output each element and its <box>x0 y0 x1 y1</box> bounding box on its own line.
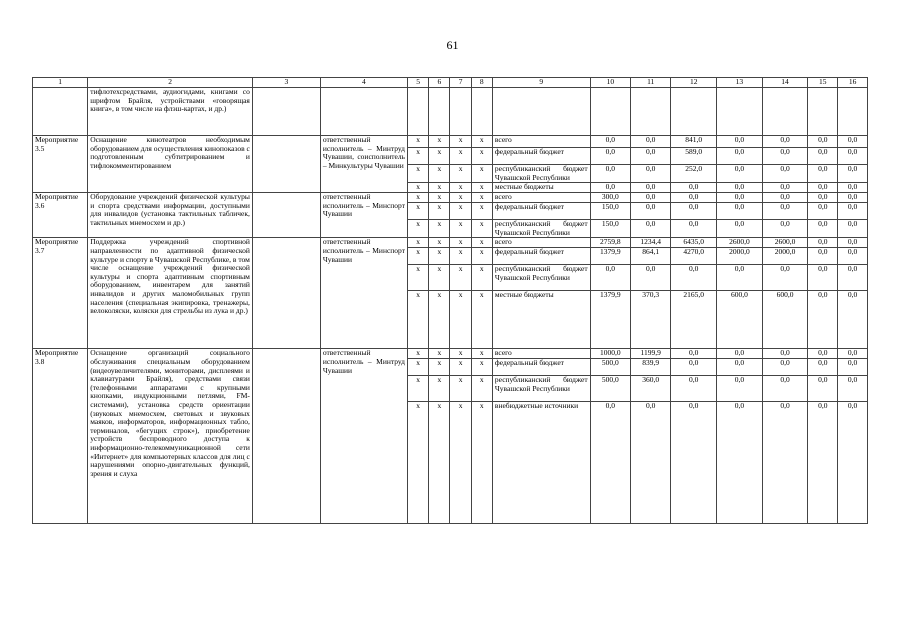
amount-cell: 0,0 <box>590 148 630 165</box>
amount-cell: 0,0 <box>717 349 763 359</box>
funding-source-cell: республиканский бюджет Чувашской Республики <box>492 265 590 291</box>
empty-cell <box>471 88 492 136</box>
code-cell: x <box>471 359 492 376</box>
amount-cell: 2600,0 <box>762 238 808 248</box>
amount-cell: 0,0 <box>671 376 717 402</box>
amount-cell: 0,0 <box>808 193 838 203</box>
amount-cell: 0,0 <box>631 193 671 203</box>
amount-cell: 0,0 <box>808 248 838 265</box>
amount-cell: 0,0 <box>808 402 838 524</box>
code-cell: x <box>429 136 450 148</box>
amount-cell: 0,0 <box>717 193 763 203</box>
code-cell: x <box>471 349 492 359</box>
amount-cell: 0,0 <box>838 402 868 524</box>
code-cell: x <box>450 402 471 524</box>
amount-cell: 0,0 <box>838 238 868 248</box>
amount-cell: 0,0 <box>671 349 717 359</box>
header-cell: 15 <box>808 78 838 88</box>
header-cell: 7 <box>450 78 471 88</box>
amount-cell: 1234,4 <box>631 238 671 248</box>
table-row <box>33 238 868 248</box>
amount-cell: 1379,9 <box>590 248 630 265</box>
code-cell: x <box>429 193 450 203</box>
header-cell: 11 <box>631 78 671 88</box>
empty-cell <box>320 88 407 136</box>
code-cell: x <box>407 238 428 248</box>
code-cell: x <box>407 193 428 203</box>
code-cell: x <box>429 291 450 349</box>
code-cell: x <box>407 220 428 238</box>
amount-cell: 0,0 <box>808 376 838 402</box>
header-cell: 4 <box>320 78 407 88</box>
amount-cell: 300,0 <box>590 193 630 203</box>
amount-cell: 0,0 <box>717 376 763 402</box>
code-cell: x <box>450 183 471 193</box>
empty-cell <box>450 88 471 136</box>
code-cell: x <box>429 402 450 524</box>
header-cell: 13 <box>717 78 763 88</box>
amount-cell: 0,0 <box>717 265 763 291</box>
amount-cell: 0,0 <box>590 165 630 183</box>
empty-cell <box>838 88 868 136</box>
amount-cell: 0,0 <box>631 402 671 524</box>
executor-cell: ответственный исполнитель – Минспорт Чувашии <box>320 193 407 238</box>
code-cell: x <box>407 183 428 193</box>
amount-cell: 0,0 <box>808 265 838 291</box>
amount-cell: 2000,0 <box>762 248 808 265</box>
code-cell: x <box>407 376 428 402</box>
amount-cell: 150,0 <box>590 220 630 238</box>
table-row <box>33 193 868 203</box>
funding-source-cell: местные бюджеты <box>492 291 590 349</box>
amount-cell: 0,0 <box>717 220 763 238</box>
page-number: 61 <box>446 38 459 52</box>
code-cell: x <box>450 165 471 183</box>
code-cell: x <box>471 248 492 265</box>
empty-cell <box>252 88 320 136</box>
amount-cell: 0,0 <box>590 136 630 148</box>
amount-cell: 0,0 <box>671 183 717 193</box>
code-cell: x <box>450 136 471 148</box>
amount-cell: 370,3 <box>631 291 671 349</box>
amount-cell: 0,0 <box>631 203 671 220</box>
amount-cell: 2000,0 <box>717 248 763 265</box>
amount-cell: 0,0 <box>762 183 808 193</box>
code-cell: x <box>450 148 471 165</box>
amount-cell: 4270,0 <box>671 248 717 265</box>
amount-cell: 0,0 <box>717 359 763 376</box>
measure-name-cell: Оборудование учреждений физической культуры и спорта средствами информации, доступными для инвалидов (установка тактильных табличек, тактильных мнемосхем и др.) <box>88 193 253 238</box>
funding-source-cell: федеральный бюджет <box>492 359 590 376</box>
table-row <box>33 349 868 359</box>
amount-cell: 0,0 <box>808 220 838 238</box>
amount-cell: 0,0 <box>838 220 868 238</box>
code-cell: x <box>429 165 450 183</box>
header-cell: 14 <box>762 78 808 88</box>
empty-cell <box>590 88 630 136</box>
code-cell: x <box>450 203 471 220</box>
amount-cell: 1199,9 <box>631 349 671 359</box>
amount-cell: 0,0 <box>838 165 868 183</box>
amount-cell: 0,0 <box>717 183 763 193</box>
code-cell: x <box>407 148 428 165</box>
amount-cell: 0,0 <box>838 265 868 291</box>
empty-cell <box>492 88 590 136</box>
amount-cell: 0,0 <box>762 265 808 291</box>
amount-cell: 0,0 <box>717 203 763 220</box>
code-cell: x <box>471 203 492 220</box>
amount-cell: 2600,0 <box>717 238 763 248</box>
amount-cell: 839,9 <box>631 359 671 376</box>
amount-cell: 360,0 <box>631 376 671 402</box>
code-cell: x <box>450 193 471 203</box>
code-cell: x <box>450 238 471 248</box>
amount-cell: 0,0 <box>631 148 671 165</box>
code-cell: x <box>450 359 471 376</box>
code-cell: x <box>429 238 450 248</box>
funding-source-cell: федеральный бюджет <box>492 148 590 165</box>
amount-cell: 0,0 <box>590 183 630 193</box>
code-cell: x <box>471 376 492 402</box>
funding-source-cell: федеральный бюджет <box>492 248 590 265</box>
header-cell: 3 <box>252 78 320 88</box>
funding-source-cell: федеральный бюджет <box>492 203 590 220</box>
amount-cell: 0,0 <box>808 349 838 359</box>
amount-cell: 0,0 <box>762 136 808 148</box>
code-cell: x <box>471 193 492 203</box>
amount-cell: 0,0 <box>671 265 717 291</box>
amount-cell: 0,0 <box>808 136 838 148</box>
header-cell: 1 <box>33 78 88 88</box>
amount-cell: 500,0 <box>590 359 630 376</box>
amount-cell: 0,0 <box>808 183 838 193</box>
funding-source-cell: всего <box>492 349 590 359</box>
code-cell: x <box>471 238 492 248</box>
measure-id-cell <box>33 88 88 136</box>
header-cell: 12 <box>671 78 717 88</box>
header-cell: 16 <box>838 78 868 88</box>
empty-cell <box>252 238 320 349</box>
amount-cell: 0,0 <box>631 220 671 238</box>
amount-cell: 864,1 <box>631 248 671 265</box>
code-cell: x <box>471 402 492 524</box>
amount-cell: 0,0 <box>717 165 763 183</box>
code-cell: x <box>407 265 428 291</box>
empty-cell <box>717 88 763 136</box>
code-cell: x <box>407 402 428 524</box>
amount-cell: 0,0 <box>762 349 808 359</box>
measure-name-cell: Поддержка учреждений спортивной направленности по адаптивной физической культуре и спорту в Чувашской Республике, в том числе оснащение учреждений физической культуры и спорта адаптивным спортивным оборудованием, инвентарем для занятий инвалидов и других маломобильных групп населения (специальная экипировка, тренажеры, велоколяски, коляски для стрельбы из лука и др.) <box>88 238 253 349</box>
measure-id-cell: Мероприятие 3.8 <box>33 349 88 524</box>
amount-cell: 0,0 <box>671 203 717 220</box>
empty-cell <box>407 88 428 136</box>
amount-cell: 0,0 <box>631 165 671 183</box>
amount-cell: 0,0 <box>808 359 838 376</box>
funding-source-cell: местные бюджеты <box>492 183 590 193</box>
table-row <box>33 136 868 148</box>
amount-cell: 841,0 <box>671 136 717 148</box>
code-cell: x <box>429 376 450 402</box>
amount-cell: 0,0 <box>838 136 868 148</box>
code-cell: x <box>407 291 428 349</box>
funding-source-cell: всего <box>492 193 590 203</box>
amount-cell: 0,0 <box>838 183 868 193</box>
amount-cell: 0,0 <box>762 359 808 376</box>
executor-cell: ответственный исполнитель – Минтруд Чувашии <box>320 349 407 524</box>
code-cell: x <box>429 265 450 291</box>
code-cell: x <box>450 248 471 265</box>
amount-cell: 2165,0 <box>671 291 717 349</box>
amount-cell: 0,0 <box>808 203 838 220</box>
amount-cell: 0,0 <box>838 203 868 220</box>
code-cell: x <box>407 248 428 265</box>
code-cell: x <box>407 349 428 359</box>
amount-cell: 0,0 <box>838 193 868 203</box>
empty-cell <box>252 193 320 238</box>
amount-cell: 1379,9 <box>590 291 630 349</box>
amount-cell: 6435,0 <box>671 238 717 248</box>
amount-cell: 150,0 <box>590 203 630 220</box>
amount-cell: 0,0 <box>838 376 868 402</box>
code-cell: x <box>450 265 471 291</box>
header-cell: 6 <box>429 78 450 88</box>
amount-cell: 0,0 <box>762 376 808 402</box>
code-cell: x <box>471 220 492 238</box>
amount-cell: 0,0 <box>590 402 630 524</box>
table-row <box>33 88 868 136</box>
code-cell: x <box>450 349 471 359</box>
amount-cell: 0,0 <box>717 136 763 148</box>
header-cell: 2 <box>88 78 253 88</box>
amount-cell: 0,0 <box>671 402 717 524</box>
amount-cell: 600,0 <box>717 291 763 349</box>
code-cell: x <box>429 359 450 376</box>
empty-cell <box>631 88 671 136</box>
empty-cell <box>252 349 320 524</box>
measure-name-cell: Оснащение кинотеатров необходимым оборудованием для осуществления кинопоказов с подготовленным субтитрированием и тифлокомментированием <box>88 136 253 193</box>
measure-name-cell: Оснащение организаций социального обслуживания специальным оборудованием (видеоувеличителями, мониторами, дисплеями и клавиатурами Брайля), средствами связи (телефонными аппаратами с крупными кнопками, индукционными петлями, FM-системами), установка средств ориентации (звуковых мнемосхем, световых и звуковых маяков, информаторов, информационных табло, терминалов, «бегущих строк»), приобретение устройств беспроводного доступа к информационно-телекоммуникационной сети «Интернет» для компьютерных классов для лиц с нарушениями опорно-двигательных функций, зрения и слуха <box>88 349 253 524</box>
code-cell: x <box>471 136 492 148</box>
amount-cell: 0,0 <box>631 183 671 193</box>
amount-cell: 0,0 <box>762 402 808 524</box>
code-cell: x <box>450 291 471 349</box>
amount-cell: 1000,0 <box>590 349 630 359</box>
code-cell: x <box>407 165 428 183</box>
code-cell: x <box>429 248 450 265</box>
funding-source-cell: внебюджетные источники <box>492 402 590 524</box>
code-cell: x <box>429 148 450 165</box>
funding-source-cell: всего <box>492 136 590 148</box>
header-cell: 5 <box>407 78 428 88</box>
amount-cell: 0,0 <box>762 193 808 203</box>
amount-cell: 0,0 <box>717 402 763 524</box>
amount-cell: 0,0 <box>717 148 763 165</box>
measure-id-cell: Мероприятие 3.5 <box>33 136 88 193</box>
amount-cell: 0,0 <box>808 291 838 349</box>
amount-cell: 0,0 <box>671 359 717 376</box>
amount-cell: 0,0 <box>590 265 630 291</box>
code-cell: x <box>471 183 492 193</box>
code-cell: x <box>471 165 492 183</box>
measure-id-cell: Мероприятие 3.7 <box>33 238 88 349</box>
empty-cell <box>429 88 450 136</box>
amount-cell: 0,0 <box>631 265 671 291</box>
header-cell: 10 <box>590 78 630 88</box>
amount-cell: 2759,8 <box>590 238 630 248</box>
amount-cell: 0,0 <box>838 359 868 376</box>
code-cell: x <box>407 136 428 148</box>
budget-table <box>32 77 868 524</box>
funding-source-cell: республиканский бюджет Чувашской Республики <box>492 220 590 238</box>
funding-source-cell: республиканский бюджет Чувашской Республики <box>492 165 590 183</box>
amount-cell: 600,0 <box>762 291 808 349</box>
table-header <box>33 78 868 88</box>
amount-cell: 0,0 <box>631 136 671 148</box>
amount-cell: 0,0 <box>762 220 808 238</box>
code-cell: x <box>429 203 450 220</box>
funding-source-cell: республиканский бюджет Чувашской Республики <box>492 376 590 402</box>
header-cell: 8 <box>471 78 492 88</box>
amount-cell: 0,0 <box>671 193 717 203</box>
empty-cell <box>808 88 838 136</box>
amount-cell: 0,0 <box>838 291 868 349</box>
code-cell: x <box>471 291 492 349</box>
amount-cell: 0,0 <box>671 220 717 238</box>
executor-cell: ответственный исполнитель – Минтруд Чувашии, соисполнитель – Минкультуры Чувашии <box>320 136 407 193</box>
code-cell: x <box>450 376 471 402</box>
measure-id-cell: Мероприятие 3.6 <box>33 193 88 238</box>
code-cell: x <box>450 220 471 238</box>
amount-cell: 500,0 <box>590 376 630 402</box>
amount-cell: 0,0 <box>762 203 808 220</box>
code-cell: x <box>471 265 492 291</box>
measure-name-cell: тифлотехсредствами, аудиогидами, книгами со шрифтом Брайля, устройствами «говорящая книга», в том числе на флэш-картах, и др.) <box>88 88 253 136</box>
empty-cell <box>671 88 717 136</box>
amount-cell: 0,0 <box>838 148 868 165</box>
amount-cell: 0,0 <box>838 248 868 265</box>
empty-cell <box>762 88 808 136</box>
amount-cell: 0,0 <box>762 148 808 165</box>
funding-source-cell: всего <box>492 238 590 248</box>
amount-cell: 589,0 <box>671 148 717 165</box>
code-cell: x <box>429 183 450 193</box>
code-cell: x <box>407 203 428 220</box>
amount-cell: 0,0 <box>808 238 838 248</box>
amount-cell: 0,0 <box>808 165 838 183</box>
amount-cell: 0,0 <box>838 349 868 359</box>
executor-cell: ответственный исполнитель – Минспорт Чувашии <box>320 238 407 349</box>
amount-cell: 252,0 <box>671 165 717 183</box>
amount-cell: 0,0 <box>762 165 808 183</box>
amount-cell: 0,0 <box>808 148 838 165</box>
code-cell: x <box>429 349 450 359</box>
code-cell: x <box>429 220 450 238</box>
empty-cell <box>252 136 320 193</box>
header-cell: 9 <box>492 78 590 88</box>
code-cell: x <box>407 359 428 376</box>
code-cell: x <box>471 148 492 165</box>
